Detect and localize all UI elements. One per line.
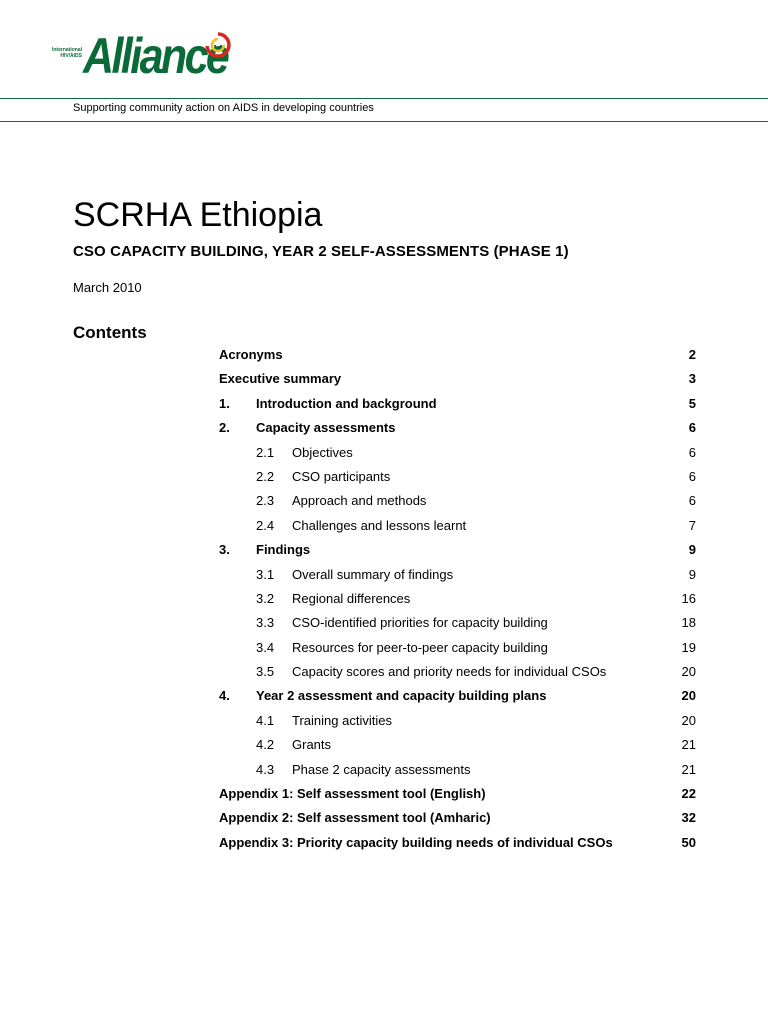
toc-label: Training activities <box>292 712 392 728</box>
toc-page-number: 6 <box>688 493 696 509</box>
toc-row[interactable] <box>219 444 696 468</box>
toc-label: Executive summary <box>219 371 342 387</box>
logo-swirl-icon <box>202 30 234 62</box>
toc-number: 4. <box>219 688 230 704</box>
toc-number: 4.3 <box>256 761 275 777</box>
toc-row[interactable] <box>219 346 696 370</box>
toc-label: Appendix 1: Self assessment tool (English) <box>219 786 486 802</box>
toc-page-number: 9 <box>688 542 696 558</box>
toc-label: Grants <box>292 737 332 753</box>
toc-number: 2.4 <box>256 517 275 533</box>
toc-page-number: 18 <box>681 615 696 631</box>
toc-number: 3. <box>219 542 230 558</box>
toc-row[interactable] <box>219 541 696 565</box>
contents-heading: Contents <box>73 323 147 342</box>
toc-row[interactable] <box>219 761 696 785</box>
toc-number: 2. <box>219 420 230 436</box>
toc-page-number: 20 <box>681 664 696 680</box>
toc-row[interactable] <box>219 687 696 711</box>
toc-number: 2.2 <box>256 468 275 484</box>
toc-row[interactable] <box>219 492 696 516</box>
toc-label: Challenges and lessons learnt <box>292 517 467 533</box>
logo-small-line1: International <box>51 47 82 53</box>
toc-number: 3.5 <box>256 664 275 680</box>
toc-label: Approach and methods <box>292 493 427 509</box>
document-title: SCRHA Ethiopia <box>73 196 323 234</box>
toc-page-number: 7 <box>688 517 696 533</box>
toc-row[interactable] <box>219 663 696 687</box>
toc-row[interactable] <box>219 468 696 492</box>
toc-row[interactable] <box>219 566 696 590</box>
document-subtitle: CSO CAPACITY BUILDING, YEAR 2 SELF-ASSESSMENTS (PHASE 1) <box>73 243 569 260</box>
toc-label: Objectives <box>292 444 353 460</box>
toc-row[interactable] <box>219 736 696 760</box>
toc-page-number: 22 <box>681 786 696 802</box>
alliance-logo <box>46 30 246 90</box>
toc-number: 1. <box>219 395 230 411</box>
header-rule-bottom <box>0 121 768 122</box>
logo-small-line2: HIV/AIDS <box>60 53 82 59</box>
toc-page-number: 9 <box>688 566 696 582</box>
logo-wordmark: Alliance <box>83 28 228 84</box>
toc-number: 4.2 <box>256 737 275 753</box>
toc-label: Findings <box>256 542 311 558</box>
toc-row[interactable] <box>219 809 696 833</box>
toc-page-number: 20 <box>681 688 696 704</box>
toc-label: CSO participants <box>292 468 391 484</box>
toc-row[interactable] <box>219 712 696 736</box>
toc-row[interactable] <box>219 395 696 419</box>
toc-label: Appendix 2: Self assessment tool (Amharic) <box>219 810 491 826</box>
toc-label: Year 2 assessment and capacity building plans <box>256 688 547 704</box>
toc-label: Acronyms <box>219 347 283 362</box>
toc-row[interactable] <box>219 517 696 541</box>
toc-page-number: 21 <box>681 761 696 777</box>
toc-page-number: 21 <box>681 737 696 753</box>
toc-page-number: 20 <box>681 712 696 728</box>
toc-page-number: 6 <box>688 420 696 436</box>
toc-page-number: 16 <box>681 590 696 606</box>
toc-label: Overall summary of findings <box>292 566 454 582</box>
toc-number: 2.1 <box>256 444 275 460</box>
toc-page-number: 3 <box>688 371 696 387</box>
toc-label: Appendix 3: Priority capacity building needs of individual CSOs <box>219 834 613 850</box>
toc-label: Capacity scores and priority needs for individual CSOs <box>292 664 607 680</box>
toc-row[interactable] <box>219 614 696 638</box>
toc-page-number: 5 <box>688 395 696 411</box>
logo-small-text <box>46 47 82 59</box>
toc-page-number: 32 <box>681 810 696 826</box>
toc-label: CSO-identified priorities for capacity building <box>292 615 548 631</box>
toc-row[interactable] <box>219 590 696 614</box>
toc-row[interactable] <box>219 370 696 394</box>
toc-row[interactable] <box>219 639 696 663</box>
toc-number: 3.2 <box>256 590 275 606</box>
toc-row[interactable] <box>219 785 696 809</box>
toc-page-number: 19 <box>681 639 696 655</box>
toc-number: 4.1 <box>256 712 275 728</box>
toc-label: Capacity assessments <box>256 420 396 436</box>
tagline: Supporting community action on AIDS in developing countries <box>73 102 374 114</box>
toc-page-number: 6 <box>688 444 696 460</box>
toc-row[interactable] <box>219 834 696 858</box>
toc-row[interactable] <box>219 419 696 443</box>
toc-number: 3.4 <box>256 639 275 655</box>
toc-label: Introduction and background <box>256 395 437 411</box>
toc-label: Resources for peer-to-peer capacity building <box>292 639 548 655</box>
document-date: March 2010 <box>73 280 142 295</box>
toc-label: Regional differences <box>292 590 411 606</box>
header-rule-top <box>0 98 768 99</box>
toc-page-number: 2 <box>688 347 696 362</box>
toc-page-number: 6 <box>688 468 696 484</box>
toc-page-number: 50 <box>681 834 696 850</box>
toc-label: Phase 2 capacity assessments <box>292 761 471 777</box>
toc-number: 2.3 <box>256 493 275 509</box>
table-of-contents <box>219 346 696 858</box>
toc-number: 3.3 <box>256 615 275 631</box>
toc-number: 3.1 <box>256 566 275 582</box>
